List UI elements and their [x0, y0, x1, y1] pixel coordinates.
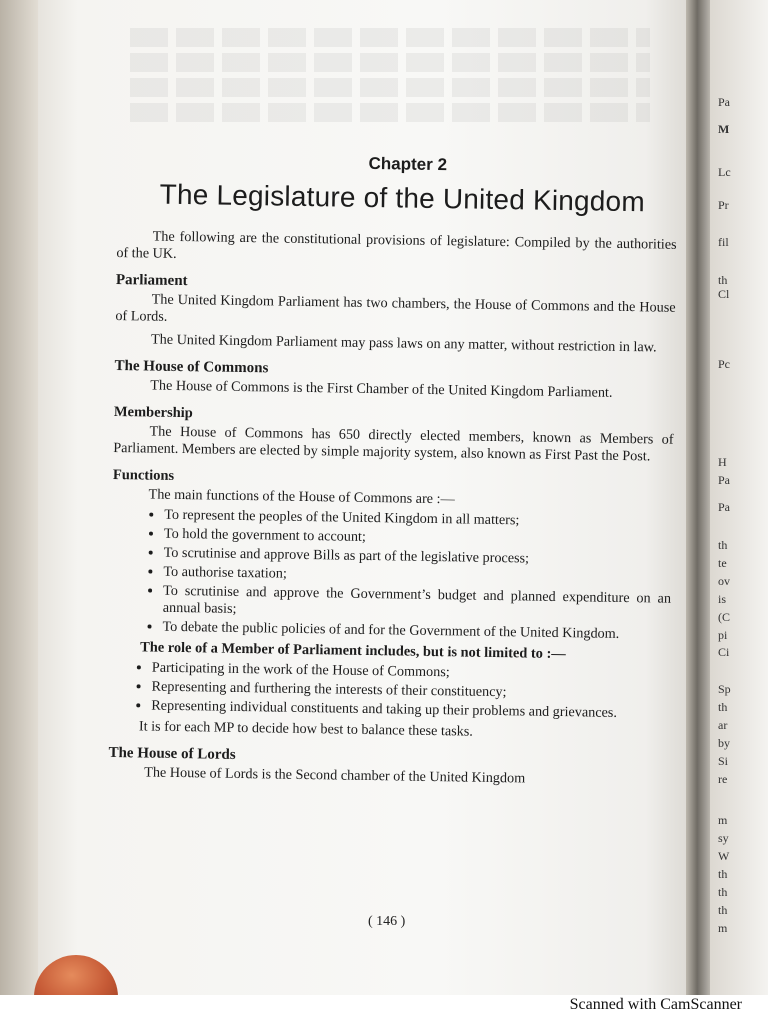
margin-fragment: te	[718, 556, 727, 570]
margin-fragment: ar	[718, 718, 728, 732]
parliament-heading: Parliament	[115, 271, 188, 290]
commons-heading: The House of Commons	[114, 357, 269, 377]
margin-fragment: H	[718, 455, 727, 469]
lords-heading: The House of Lords	[108, 744, 236, 763]
list-item: • To scrutinise and approve the Government’s budget and planned expenditure on an annual basis;	[163, 583, 671, 625]
margin-fragment: Cl	[718, 287, 730, 301]
margin-fragment: sy	[718, 831, 729, 845]
margin-fragment: Ci	[718, 645, 730, 659]
scanner-watermark: Scanned with CamScanner	[569, 996, 742, 1013]
margin-fragment: th	[718, 700, 728, 714]
margin-fragment: re	[718, 772, 728, 786]
functions-intro: The main functions of the House of Commons are :—	[148, 486, 455, 508]
commons-paragraph: The House of Commons is the First Chamber of the United Kingdom Parliament.	[150, 377, 613, 401]
margin-fragment: m	[718, 921, 728, 935]
list-item: • To hold the government to account;	[164, 526, 672, 551]
facing-page-edge	[710, 0, 768, 995]
mp-role-list	[109, 659, 670, 723]
previous-page-edge	[0, 0, 40, 995]
margin-fragment: fil	[718, 235, 729, 249]
margin-fragment: pi	[718, 628, 728, 642]
margin-fragment: is	[718, 592, 727, 606]
page-content	[108, 150, 678, 790]
margin-fragment: W	[718, 849, 730, 863]
chapter-label: Chapter 2	[368, 153, 448, 175]
list-item: • To authorise taxation;	[163, 564, 671, 589]
page-number: ( 146 )	[368, 914, 406, 929]
list-item: • To scrutinise and approve Bills as part of the legislative process;	[164, 545, 672, 570]
intro-paragraph: The following are the constitutional provisions of legislature: Compiled by the authorities of the UK.	[116, 228, 677, 262]
margin-fragment: Pr	[718, 198, 729, 212]
membership-paragraph: The House of Commons has 650 directly elected members, known as Members of Parliament. Members are elected by simple majority system, also known as First Past the Post.	[113, 423, 674, 465]
margin-fragment: th	[718, 867, 728, 881]
parliament-paragraph-1: The United Kingdom Parliament has two chambers, the House of Commons and the House of Lords.	[115, 291, 676, 325]
list-item: • Participating in the work of the House of Commons;	[152, 660, 670, 685]
margin-fragment: Pa	[718, 473, 730, 487]
functions-list	[110, 506, 672, 644]
margin-fragment: th	[718, 538, 728, 552]
bleed-through-text	[130, 28, 650, 138]
list-item: • Representing and furthering the interests of their constituency;	[151, 679, 669, 704]
margin-fragment: Pa	[718, 500, 730, 514]
lords-paragraph: The House of Lords is the Second chamber of the United Kingdom	[144, 764, 526, 787]
margin-fragment: Lc	[718, 165, 731, 179]
mp-role-closing: It is for each MP to decide how best to balance these tasks.	[138, 718, 474, 740]
list-item: • To represent the peoples of the United Kingdom in all matters;	[164, 507, 672, 532]
list-item: • To debate the public policies of and for the Government of the United Kingdom.	[162, 619, 670, 644]
chapter-title: The Legislature of the United Kingdom	[159, 178, 646, 218]
margin-fragment: (C	[718, 610, 730, 624]
margin-fragment: M	[718, 122, 730, 136]
margin-fragment: by	[718, 736, 730, 750]
margin-fragment: th	[718, 903, 728, 917]
margin-fragment: th	[718, 885, 728, 899]
margin-fragment: Si	[718, 754, 729, 768]
parliament-paragraph-2: The United Kingdom Parliament may pass laws on any matter, without restriction in law.	[150, 331, 657, 356]
margin-fragment: Sp	[718, 682, 731, 696]
margin-fragment: m	[718, 813, 728, 827]
membership-heading: Membership	[113, 403, 193, 422]
margin-fragment: th	[718, 273, 728, 287]
margin-fragment: ov	[718, 574, 730, 588]
functions-heading: Functions	[112, 466, 175, 484]
mp-role-heading: The role of a Member of Parliament includes, but is not limited to :—	[140, 639, 566, 663]
margin-fragment: Pc	[718, 357, 730, 371]
list-item: • Representing individual constituents and taking up their problems and grievances.	[151, 698, 669, 723]
margin-fragment: Pa	[718, 95, 730, 109]
